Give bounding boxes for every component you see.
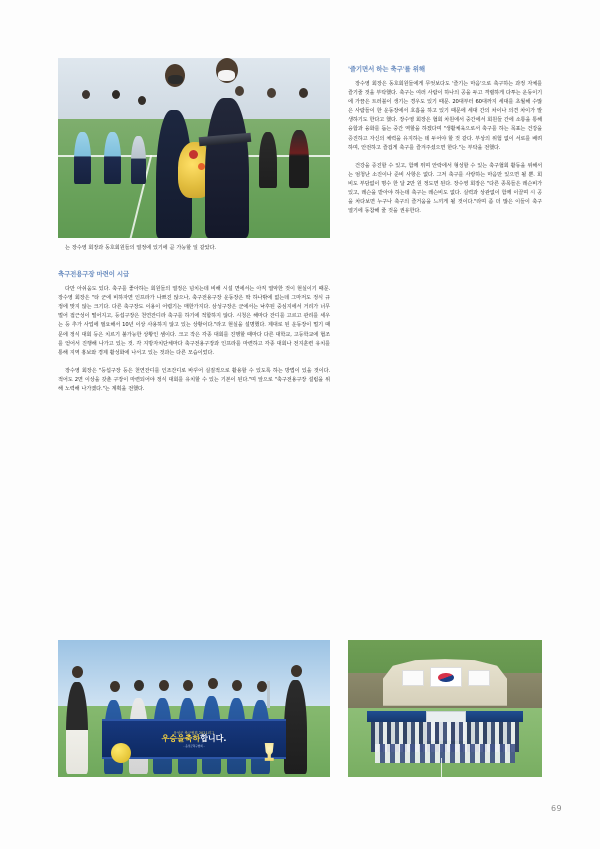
soccer-ball-icon: [111, 743, 131, 763]
trophy-icon: [261, 743, 277, 761]
left-text-column: [58, 244, 330, 394]
page-number: 69: [551, 804, 562, 813]
championship-banner: [102, 719, 287, 759]
banner-text-accent: 축하: [184, 734, 201, 744]
person-head: [183, 680, 193, 691]
right-paragraph-1: 장수영 회장은 동호회원들에게 무엇보다도 '즐기는 마음'으로 축구하는 과정 자체를 즐기줄 것을 부탁했다. 축구는 여러 사람이 하나의 공을 두고 격렬하게 다투는 운동이기에 가끔은 트러블이 생기는 경우도 있기 때문. 20대부터 60대까지 세대를 초월해 수많은 사람들이 한 운동장에서 호흡을 하고 있기 때문에 세대 간의 차이나 의견 차이가 발생하기도 한다고 했다. 장수영 회장은 협회 차원에서 중간에서 회원들 간에 소통을 통해 융합과 융화를 돕는 중간 역할을 하겠다며 "생활체육으로서 축구를 하는 목표는 건강을 증진하고 자신의 체력을 유지하는 데 두어야 할 것 같다. 부상의 위험 없이 서로를 배려하며, 안전하고 즐겁게 축구를 즐겨주셨으면 한다."는 부탁을 전했다.: [348, 81, 542, 151]
person-head: [257, 681, 267, 692]
person-head: [72, 666, 83, 678]
player-head: [299, 88, 308, 98]
official-figure: [205, 98, 249, 238]
photo-caption-tail: 는 장수영 회장과 동호회원들의 열정에 있기에 곧 가능할 일 같았다.: [65, 245, 216, 251]
stadium-group-commemorative-photo: [348, 640, 542, 777]
trophy-award-ceremony-photo: [58, 58, 330, 238]
bouquet-rose: [189, 150, 198, 159]
player-figure: [74, 132, 91, 184]
person-figure: [284, 680, 307, 774]
floodlight-pole: [267, 681, 270, 708]
pitch-line: [441, 758, 442, 777]
championship-banner-team-photo: [58, 640, 330, 777]
person-head: [134, 680, 144, 691]
right-column-heading: '즐기면서 하는 축구'를 위해: [348, 65, 425, 73]
face-mask-icon: [168, 75, 183, 84]
coach-figure: [66, 682, 88, 774]
player-figure: [289, 130, 309, 188]
group-photo-front-row: [375, 744, 515, 763]
player-figure: [259, 132, 277, 188]
player-head: [235, 86, 244, 96]
left-paragraph-1: 다만 아쉬움도 있다. 축구를 좋아하는 회원들의 열정은 넘치는데 비해 시설 면에서는 아직 열악한 것이 현실이기 때문. 장수영 회장은 "타 군에 비하자면 인프라가 나쁘진 않으나, 축구전용구장 운동장은 딱 하나밖에 없는데 그마저도 정식 규정에 맞지 않는 크기다. 다른 축구장도 이용이 어렵기는 매한가지다. 삼성구장은 군에서는 낙후된 중심지에서 거리가 너무 멀어 접근성이 떨어지고, 등섭구장은 천연잔디라 축구를 하기에 적합하지 않다. 시청은 해마다 잔디를 고르고 관리를 세우는 등 추가 사업에 필요해서 10년 이상 사용하지 않고 있는 상황이다."라고 현실을 설명했다. 제대로 된 운동장이 멀기 때문에 정식 대회 등은 치르기 불가능한 상황인 셈이다. 크고 작은 각종 대회를 진행할 때마다 다른 대학교, 고등학교에 협조를 얻어서 진행해 나가고 있는 것. 각 지방자치단체마다 축구전용구장과 인프라를 마련하고 각종 대회나 전지훈련 유치를 통해 지역 홍보와 경제 활성화에 나서고 있는 것과는 다른 모습이었다.: [58, 286, 330, 356]
person-head: [232, 680, 242, 691]
person-head: [208, 678, 218, 689]
right-text-column: [348, 64, 542, 216]
korean-flag-icon: [430, 667, 461, 687]
player-figure: [131, 136, 146, 184]
person-head: [110, 681, 120, 692]
banner-text-white: 합니다.: [200, 734, 227, 744]
wall-banner: [468, 670, 489, 686]
banner-main-text: [162, 735, 227, 743]
photo-sky: [58, 58, 330, 119]
right-paragraph-2: 건강을 증진할 수 있고, 함께 뛰며 안락에서 형성할 수 있는 축구협회 활동을 위해서는 엄청난 소진이나 준비 사항은 없다. 그저 축구를 사랑하는 마음만 있으면 될 뿐. 회비도 부담없이 명수 한 달 2만 원 정도면 된다. 장수영 회장은 "다른 종목들은 레슨비가 있고, 레슨을 받아야 하는데 축구는 레슨비도 없다. 실력과 상관없이 함께 이끌며 시 공을 차다보면 누구나 축구의 즐거움을 느끼게 될 것이다."라며 좀 더 많은 이들이 축구 열기에 동참해 줄 것을 권유한다.: [348, 162, 542, 215]
person-head: [159, 680, 169, 691]
face-mask-icon: [218, 70, 235, 81]
taegeuk-symbol: [438, 673, 453, 682]
person-head: [291, 665, 302, 677]
banner-sub-text: - 음성군축구협회 -: [183, 745, 205, 749]
left-paragraph-2: 장수영 회장은 "등섭구장 등은 천연잔디를 인조잔디로 바꾸어 실질적으로 활용할 수 있도록 하는 방법이 있을 것이다. 적어도 2면 이상을 갖춘 구장이 마련되어야 정식 대회를 유치할 수 있는 기본이 된다."며 앞으로 "축구전용구장 설립을 위해 노력해 나가겠다."는 계획을 전했다.: [58, 367, 330, 393]
banner-text-yellow: 우승을: [161, 734, 185, 744]
bouquet-flower: [198, 163, 205, 170]
banner-top-text: 음성군 축구협회 2021리그: [173, 731, 215, 736]
wall-banner: [402, 670, 423, 686]
player-figure: [104, 132, 121, 184]
left-column-heading: 축구전용구장 마련이 시급: [58, 270, 130, 279]
